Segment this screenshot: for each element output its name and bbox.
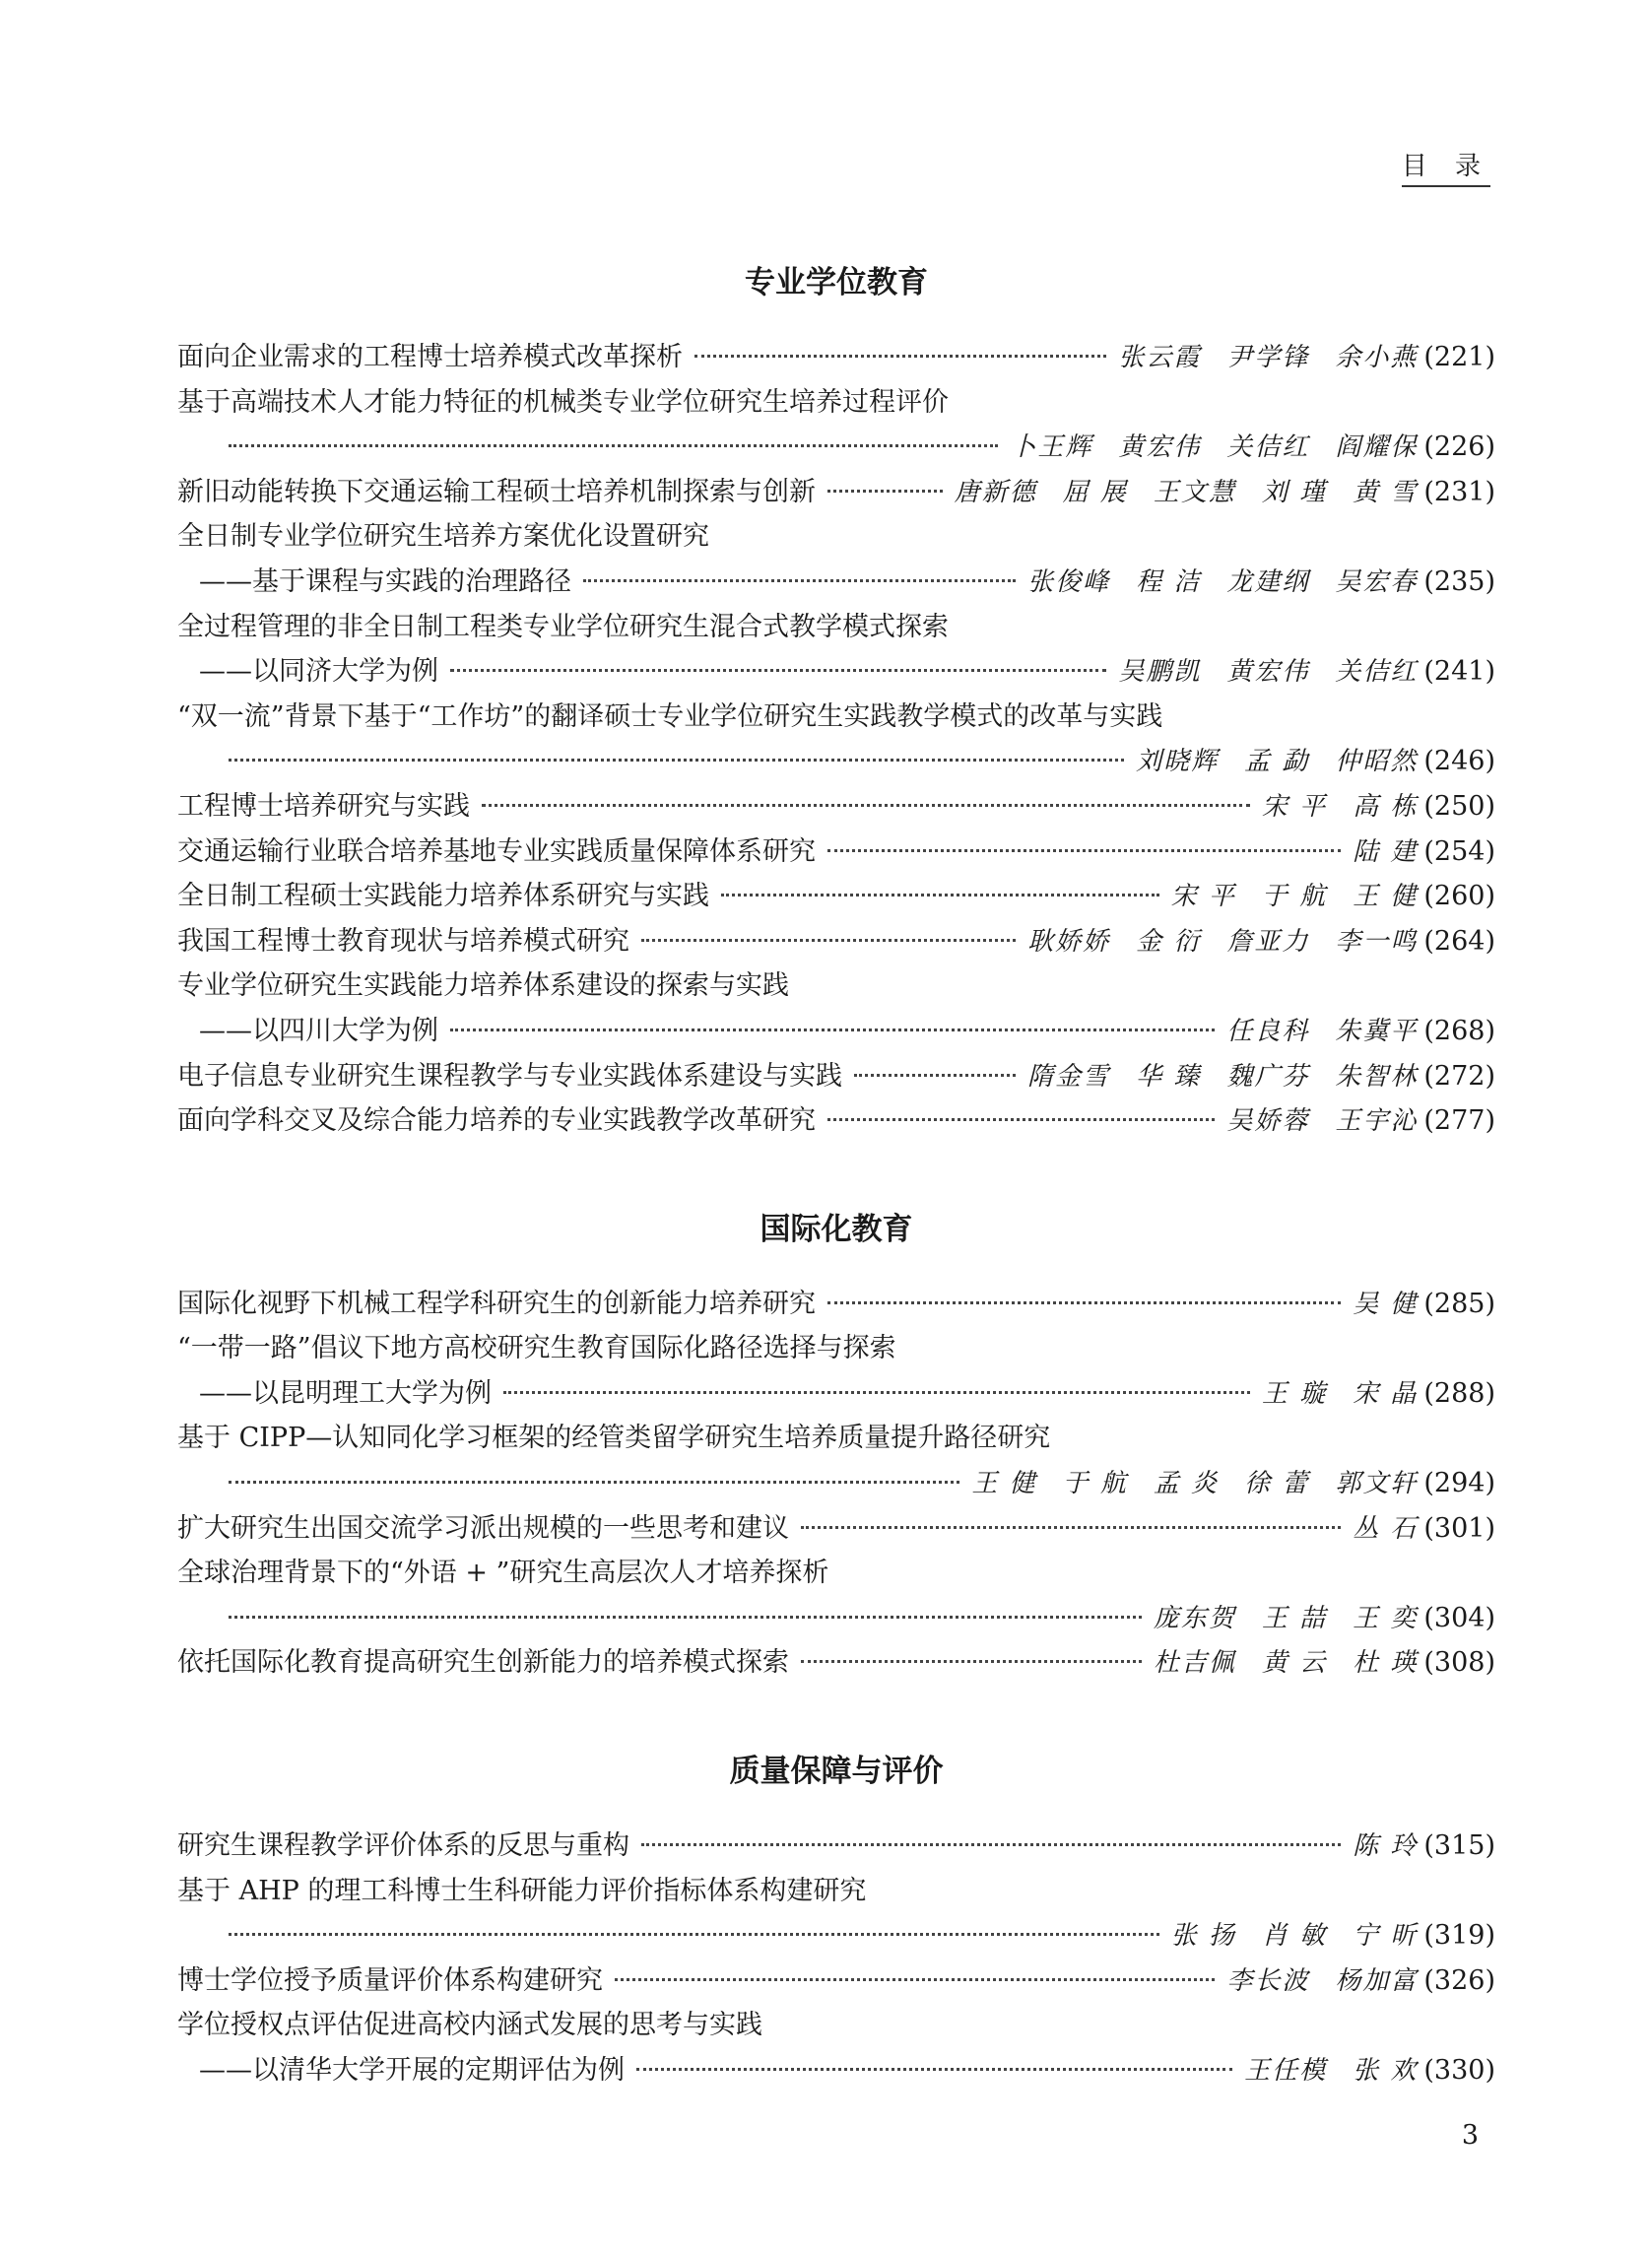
toc-entry	[177, 919, 1495, 964]
entry-title-line	[177, 335, 1495, 380]
authors	[1262, 1372, 1419, 1418]
page-ref: (235)	[1423, 565, 1495, 597]
entry-title: 面向学科交叉及综合能力培养的专业实践教学改革研究	[177, 1105, 816, 1137]
toc-entry	[177, 963, 1495, 1053]
section-spacer	[177, 1144, 1495, 1193]
running-header: 目 录	[1402, 146, 1490, 187]
author-name: 刘晓辉	[1136, 747, 1220, 777]
author-name: 张云霞	[1118, 343, 1202, 372]
entry-title-line	[177, 919, 1495, 964]
authors	[1010, 426, 1418, 471]
entry-title: 基于 AHP 的理工科博士生科研能力评价指标体系构建研究	[177, 1875, 867, 1906]
entry-continuation-line	[177, 2048, 1495, 2093]
toc-entry	[177, 1869, 1495, 1958]
author-name: 王文慧	[1153, 477, 1236, 507]
toc-entry	[177, 1824, 1495, 1869]
entry-continuation-line	[177, 1009, 1495, 1054]
author-name: 王 璇	[1261, 1378, 1328, 1409]
authors	[1027, 920, 1418, 965]
author-name: 宋 平	[1170, 882, 1236, 912]
author-name: 卜王辉	[1010, 432, 1093, 463]
entry-title: 全日制工程硕士实践能力培养体系研究与实践	[177, 881, 709, 912]
author-name: 隋金雪	[1027, 1061, 1111, 1092]
entry-title: “一带一路”倡议下地方高校研究生教育国际化路径选择与探索	[177, 1333, 896, 1364]
author-name: 吴娇蓉	[1226, 1106, 1310, 1137]
section-title: 国际化教育	[760, 1211, 913, 1247]
section-title: 专业学位教育	[745, 265, 928, 300]
entry-title: 电子信息专业研究生课程教学与专业实践体系建设与实践	[177, 1060, 842, 1092]
section-title: 质量保障与评价	[729, 1754, 944, 1790]
toc-entry	[177, 1640, 1495, 1686]
entry-title-line	[177, 1326, 1495, 1371]
author-name: 庞东贺	[1153, 1603, 1236, 1633]
dot-leader	[615, 1977, 1215, 1981]
dot-leader	[229, 1615, 1142, 1619]
author-name: 杜吉佩	[1153, 1648, 1236, 1679]
author-name: 孟 炎	[1153, 1469, 1220, 1499]
entry-title: 我国工程博士教育现状与培养模式研究	[177, 925, 629, 957]
author-name: 徐 蕾	[1244, 1469, 1310, 1499]
page-ref: (301)	[1423, 1512, 1495, 1544]
author-name: 魏广芬	[1226, 1061, 1310, 1092]
entry-continuation-line	[177, 1371, 1495, 1417]
entry-continuation-line	[177, 1461, 1495, 1506]
authors	[955, 471, 1419, 516]
page-ref: (285)	[1423, 1288, 1495, 1319]
entry-title-line	[177, 2003, 1495, 2048]
entry-title-line	[177, 784, 1495, 830]
author-name: 于 航	[1261, 882, 1328, 912]
author-name: 王宇沁	[1335, 1106, 1419, 1137]
author-name: 阎耀保	[1335, 432, 1419, 463]
authors	[1118, 336, 1418, 381]
entry-title-line	[177, 1869, 1495, 1914]
entry-continuation-line	[177, 649, 1495, 695]
page-ref: (264)	[1423, 925, 1495, 957]
page-ref: (246)	[1423, 746, 1495, 777]
entry-title-line	[177, 830, 1495, 875]
toc-entry	[177, 1506, 1495, 1552]
author-name: 仲昭然	[1335, 747, 1419, 777]
entry-title: 学位授权点评估促进高校内涵式发展的思考与实践	[177, 2010, 762, 2041]
authors	[1154, 1597, 1419, 1642]
entry-title: 新旧动能转换下交通运输工程硕士培养机制探索与创新	[177, 476, 816, 507]
entry-title: 全日制专业学位研究生培养方案优化设置研究	[177, 521, 709, 553]
page-ref: (226)	[1423, 431, 1495, 463]
entry-subtitle: ——基于课程与实践的治理路径	[199, 565, 571, 597]
page-ref: (315)	[1423, 1830, 1495, 1862]
entry-title: 依托国际化教育提高研究生创新能力的培养模式探索	[177, 1647, 789, 1679]
author-name: 吴 健	[1353, 1289, 1419, 1319]
page-ref: (272)	[1423, 1060, 1495, 1092]
authors	[1244, 2049, 1418, 2094]
author-name: 杜 瑛	[1353, 1648, 1419, 1679]
toc-entry	[177, 830, 1495, 875]
author-name: 华 臻	[1136, 1061, 1202, 1092]
dot-leader	[229, 1480, 959, 1484]
toc-entry	[177, 1416, 1495, 1505]
author-name: 李一鸣	[1335, 926, 1419, 957]
author-name: 耿娇娇	[1027, 926, 1111, 957]
author-name: 关佶红	[1335, 657, 1419, 688]
entry-title-line	[177, 1054, 1495, 1099]
section-spacer	[177, 1686, 1495, 1735]
entry-title-line	[177, 1416, 1495, 1461]
author-name: 张俊峰	[1027, 566, 1111, 597]
authors	[1136, 740, 1418, 785]
entry-title: 全球治理背景下的“外语 + ”研究生高层次人才培养探析	[177, 1558, 829, 1589]
dot-leader	[801, 1659, 1142, 1663]
entry-title-line	[177, 1551, 1495, 1596]
entry-title: 扩大研究生出国交流学习派出规模的一些思考和建议	[177, 1512, 789, 1544]
entry-title: “双一流”背景下基于“工作坊”的翻译硕士专业学位研究生实践教学模式的改革与实践	[177, 700, 1163, 732]
toc-entry	[177, 1282, 1495, 1327]
page-number: 3	[1461, 2120, 1479, 2151]
author-name: 吴宏春	[1335, 566, 1419, 597]
author-name: 宋 平	[1261, 791, 1328, 822]
entry-title-line	[177, 1640, 1495, 1686]
entry-title: 全过程管理的非全日制工程类专业学位研究生混合式教学模式探索	[177, 611, 949, 642]
page-ref: (304)	[1423, 1602, 1495, 1633]
author-name: 吴鹏凯	[1118, 657, 1202, 688]
authors	[1353, 1283, 1418, 1328]
author-name: 李长波	[1226, 1965, 1310, 1996]
section-spacer	[177, 1808, 1495, 1824]
author-name: 张 扬	[1170, 1921, 1236, 1952]
dot-leader	[641, 938, 1016, 942]
author-name: 于 航	[1062, 1469, 1128, 1499]
toc-entry	[177, 874, 1495, 919]
author-name: 陈 玲	[1353, 1831, 1419, 1862]
dot-leader	[450, 1028, 1215, 1031]
entry-title: 面向企业需求的工程博士培养模式改革探析	[177, 342, 683, 372]
author-name: 宋 晶	[1353, 1378, 1419, 1409]
dot-leader	[229, 758, 1124, 762]
toc-entry	[177, 470, 1495, 515]
toc-entry	[177, 1098, 1495, 1144]
author-name: 龙建纲	[1226, 566, 1310, 597]
author-name: 郭文轩	[1335, 1469, 1419, 1499]
toc-entry	[177, 605, 1495, 695]
author-name: 张 欢	[1353, 2056, 1419, 2086]
author-name: 程 洁	[1136, 566, 1202, 597]
entry-title-line	[177, 963, 1495, 1009]
author-name: 任良科	[1226, 1016, 1310, 1046]
toc-entry	[177, 695, 1495, 784]
author-name: 黄 云	[1261, 1648, 1328, 1679]
entry-title: 基于 CIPP—认知同化学习框架的经管类留学研究生培养质量提升路径研究	[177, 1423, 1051, 1454]
entry-title: 研究生课程教学评价体系的反思与重构	[177, 1830, 629, 1862]
author-name: 王 健	[971, 1469, 1037, 1499]
entry-subtitle: ——以四川大学为例	[199, 1015, 438, 1046]
dot-leader	[583, 578, 1016, 582]
page-ref: (330)	[1423, 2055, 1495, 2086]
author-name: 丛 石	[1353, 1513, 1419, 1544]
author-name: 朱冀平	[1335, 1016, 1419, 1046]
entry-title-line	[177, 1824, 1495, 1869]
dot-leader	[827, 1117, 1215, 1121]
author-name: 王 健	[1353, 882, 1419, 912]
toc-entry	[177, 1958, 1495, 2004]
dot-leader	[229, 443, 998, 447]
author-name: 王任模	[1244, 2056, 1328, 2086]
entry-continuation-line	[177, 1596, 1495, 1641]
author-name: 陆 建	[1353, 836, 1419, 867]
page-ref: (277)	[1423, 1105, 1495, 1137]
author-name: 杨加富	[1335, 1965, 1419, 1996]
entry-title: 工程博士培养研究与实践	[177, 790, 470, 822]
toc-entry	[177, 2003, 1495, 2092]
entry-title-line	[177, 470, 1495, 515]
author-name: 屈 展	[1062, 477, 1128, 507]
entry-continuation-line	[177, 425, 1495, 470]
toc-entry	[177, 380, 1495, 470]
author-name: 唐新德	[954, 477, 1037, 507]
entry-continuation-line	[177, 739, 1495, 784]
page-ref: (260)	[1423, 881, 1495, 912]
page-ref: (241)	[1423, 656, 1495, 688]
author-name: 余小燕	[1335, 343, 1419, 372]
author-name: 黄 雪	[1353, 477, 1419, 507]
dot-leader	[450, 668, 1106, 672]
dot-leader	[827, 1300, 1341, 1304]
page-ref: (231)	[1423, 476, 1495, 507]
dot-leader	[854, 1073, 1016, 1077]
entry-title: 博士学位授予质量评价体系构建研究	[177, 1964, 603, 1996]
dot-leader	[827, 848, 1341, 852]
entry-title-line	[177, 605, 1495, 650]
page-ref: (254)	[1423, 835, 1495, 867]
authors	[1154, 1641, 1419, 1687]
author-name: 黄宏伟	[1226, 657, 1310, 688]
entry-title-line	[177, 1958, 1495, 2004]
entry-title: 基于高端技术人才能力特征的机械类专业学位研究生培养过程评价	[177, 386, 949, 418]
entry-subtitle: ——以昆明理工大学为例	[199, 1377, 492, 1409]
author-name: 金 衍	[1136, 926, 1202, 957]
dot-leader	[636, 2067, 1232, 2071]
dot-leader	[503, 1390, 1250, 1394]
authors	[1353, 1825, 1418, 1870]
author-name: 宁 昕	[1353, 1921, 1419, 1952]
entry-title: 国际化视野下机械工程学科研究生的创新能力培养研究	[177, 1288, 816, 1319]
page-ref: (319)	[1423, 1920, 1495, 1952]
entry-continuation-line	[177, 1913, 1495, 1958]
toc-entry	[177, 1326, 1495, 1416]
dot-leader	[641, 1842, 1341, 1846]
author-name: 王 喆	[1261, 1603, 1328, 1633]
author-name: 肖 敏	[1261, 1921, 1328, 1952]
toc-entry	[177, 335, 1495, 380]
author-name: 王 奕	[1353, 1603, 1419, 1633]
toc-entry	[177, 514, 1495, 604]
authors	[1226, 1099, 1418, 1145]
entry-title-line	[177, 874, 1495, 919]
dot-leader	[801, 1525, 1341, 1529]
toc-entry	[177, 1054, 1495, 1099]
page-ref: (294)	[1423, 1468, 1495, 1499]
entry-subtitle: ——以清华大学开展的定期评估为例	[199, 2055, 625, 2086]
page-ref: (250)	[1423, 790, 1495, 822]
dot-leader	[482, 803, 1250, 807]
page-ref: (221)	[1423, 342, 1495, 372]
authors	[1171, 875, 1419, 920]
author-name: 刘 瑾	[1261, 477, 1328, 507]
page-ref: (288)	[1423, 1377, 1495, 1409]
entry-title-line	[177, 1282, 1495, 1327]
authors	[971, 1462, 1418, 1507]
page-ref: (326)	[1423, 1964, 1495, 1996]
authors	[1027, 1055, 1418, 1100]
entry-title-line	[177, 1098, 1495, 1144]
page-ref: (268)	[1423, 1015, 1495, 1046]
authors	[1027, 561, 1418, 606]
page-ref: (308)	[1423, 1647, 1495, 1679]
entry-title: 专业学位研究生实践能力培养体系建设的探索与实践	[177, 970, 789, 1002]
dot-leader	[721, 893, 1159, 896]
authors	[1262, 785, 1419, 830]
entry-title-line	[177, 514, 1495, 560]
entry-title: 交通运输行业联合培养基地专业实践质量保障体系研究	[177, 835, 816, 867]
author-name: 孟 勐	[1244, 747, 1310, 777]
authors	[1353, 830, 1418, 876]
entry-continuation-line	[177, 560, 1495, 605]
authors	[1171, 1914, 1419, 1959]
author-name: 朱智林	[1335, 1061, 1419, 1092]
entry-title-line	[177, 1506, 1495, 1552]
authors	[1226, 1959, 1418, 2005]
table-of-contents	[177, 246, 1495, 2093]
author-name: 詹亚力	[1226, 926, 1310, 957]
authors	[1226, 1010, 1418, 1055]
dot-leader	[827, 489, 943, 493]
dot-leader	[694, 354, 1106, 358]
author-name: 黄宏伟	[1118, 432, 1202, 463]
entry-subtitle: ——以同济大学为例	[199, 656, 438, 688]
authors	[1353, 1507, 1418, 1553]
author-name: 高 栋	[1353, 791, 1419, 822]
author-name: 尹学锋	[1226, 343, 1310, 372]
entry-title-line	[177, 695, 1495, 740]
authors	[1118, 650, 1418, 696]
toc-entry	[177, 1551, 1495, 1640]
section-spacer	[177, 1266, 1495, 1282]
author-name: 关佶红	[1226, 432, 1310, 463]
dot-leader	[229, 1932, 1159, 1936]
section-spacer	[177, 319, 1495, 335]
entry-title-line	[177, 380, 1495, 426]
toc-entry	[177, 784, 1495, 830]
